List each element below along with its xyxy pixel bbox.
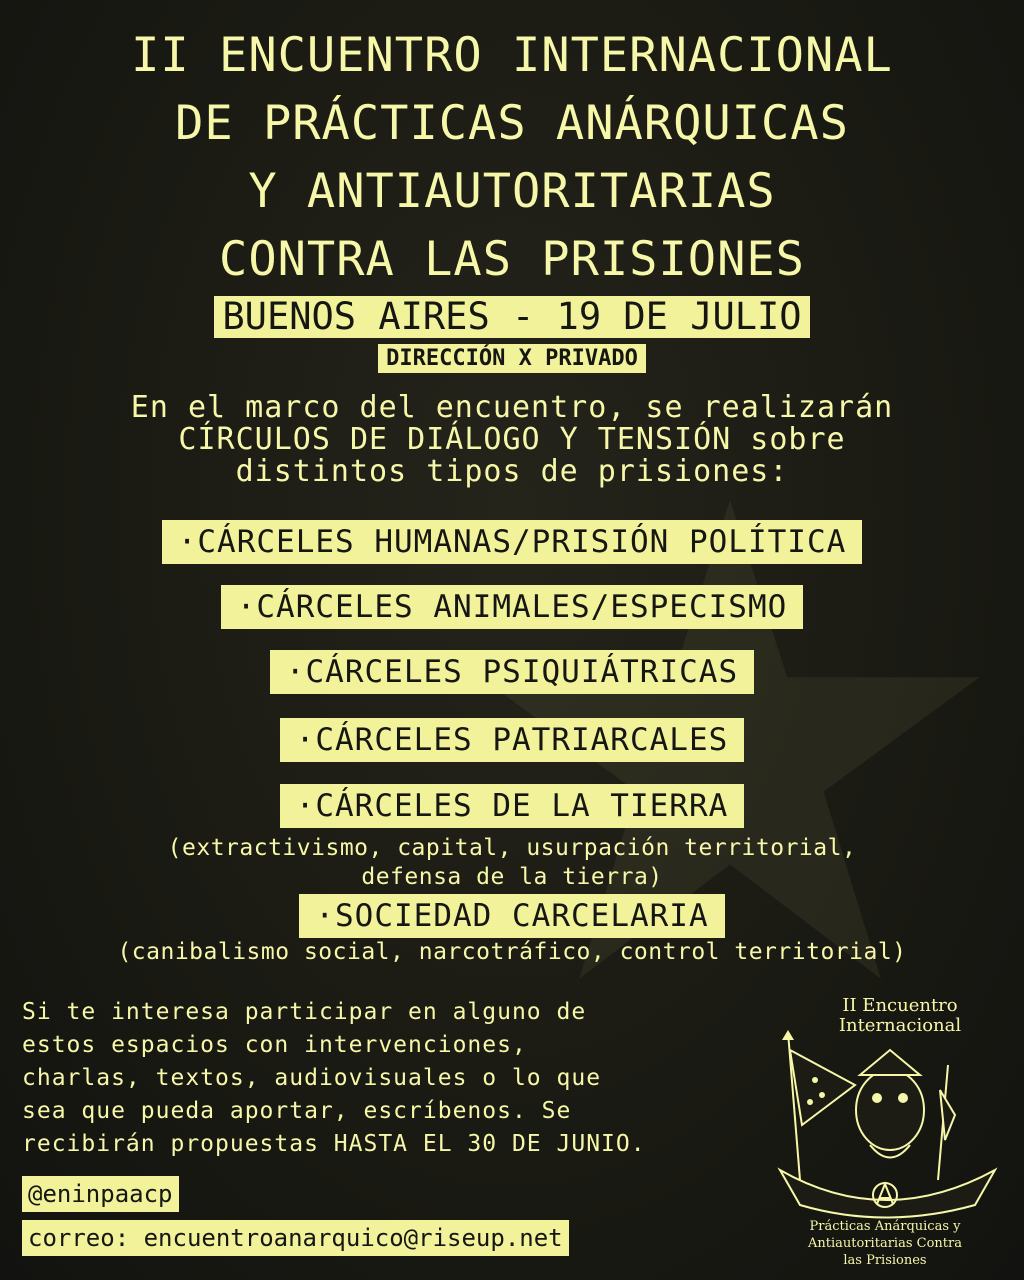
boat-raccoon-logo-icon — [760, 1030, 1010, 1220]
topic-note — [0, 938, 1024, 967]
topic-note — [0, 834, 1024, 892]
cta-line-3: charlas, textos, audiovisuales o lo que — [22, 1065, 602, 1091]
cta-line-2: estos espacios con intervenciones, — [22, 1032, 527, 1058]
email-label: correo: encuentroanarquico@riseup.net — [22, 1220, 569, 1256]
topic-label: ·CÁRCELES DE LA TIERRA — [280, 784, 745, 828]
title-line-2: DE PRÁCTICAS ANÁRQUICAS — [175, 96, 849, 151]
topic-item — [0, 650, 1024, 694]
topic-item — [0, 520, 1024, 564]
place-date-label: BUENOS AIRES - 19 DE JULIO — [214, 296, 809, 338]
logo-bottom-text — [760, 1218, 1010, 1269]
place-date-banner — [0, 296, 1024, 338]
encuentro-logo — [760, 990, 1010, 1275]
topic-note-line-1: (extractivismo, capital, usurpación territorial, — [167, 835, 857, 861]
cta-line-5: recibirán propuestas HASTA EL 30 DE JUNIO. — [22, 1131, 646, 1157]
title-line-4: CONTRA LAS PRISIONES — [219, 232, 805, 287]
call-to-action — [22, 996, 752, 1161]
intro-text — [0, 392, 1024, 488]
address-label: DIRECCIÓN X PRIVADO — [378, 344, 646, 373]
address-banner — [0, 344, 1024, 373]
logo-bottom-line-3: las Prisiones — [843, 1253, 927, 1268]
event-title — [0, 22, 1024, 294]
cta-line-1: Si te interesa participar en alguno de — [22, 999, 587, 1025]
topic-label: ·CÁRCELES HUMANAS/PRISIÓN POLÍTICA — [162, 520, 863, 564]
topic-label: ·CÁRCELES PATRIARCALES — [280, 718, 745, 762]
topic-item — [0, 894, 1024, 938]
topic-label: ·CÁRCELES PSIQUIÁTRICAS — [270, 650, 754, 694]
logo-bottom-line-2: Antiautoritarias Contra — [808, 1236, 962, 1251]
title-line-3: Y ANTIAUTORITARIAS — [248, 164, 776, 219]
intro-line-2: CÍRCULOS DE DIÁLOGO Y TENSIÓN sobre — [178, 422, 846, 457]
intro-line-3: distintos tipos de prisiones: — [235, 454, 789, 489]
topic-item — [0, 585, 1024, 629]
topic-note-line-1: (canibalismo social, narcotráfico, control territorial) — [117, 939, 907, 965]
topic-label: ·CÁRCELES ANIMALES/ESPECISMO — [221, 585, 804, 629]
topic-label: ·SOCIEDAD CARCELARIA — [299, 894, 724, 938]
intro-line-1: En el marco del encuentro, se realizarán — [130, 390, 894, 425]
topic-item — [0, 784, 1024, 828]
email-contact — [22, 1220, 569, 1256]
logo-top-line-2: Internacional — [838, 1015, 962, 1036]
cta-line-4: sea que pueda aportar, escríbenos. Se — [22, 1098, 572, 1124]
social-handle — [22, 1176, 179, 1212]
social-handle-label: @eninpaacp — [22, 1176, 179, 1212]
logo-top-line-1: II Encuentro — [842, 995, 958, 1016]
title-line-1: II ENCUENTRO INTERNACIONAL — [131, 28, 893, 83]
topic-item — [0, 718, 1024, 762]
topic-note-line-2: defensa de la tierra) — [361, 864, 663, 890]
logo-bottom-line-1: Prácticas Anárquicas y — [809, 1219, 961, 1234]
